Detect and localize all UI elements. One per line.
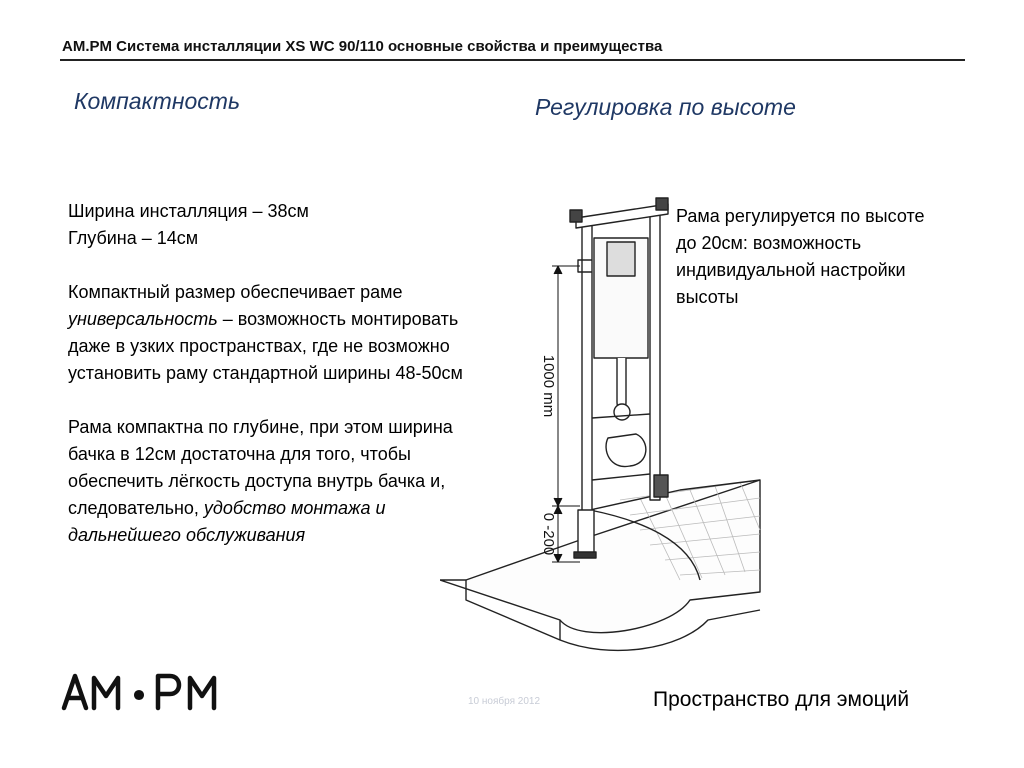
ampm-logo [60, 668, 230, 716]
adjust-dimension-label: 0 -200 [540, 512, 557, 556]
height-adjust-text: Рама регулируется по высоте до 20см: возможность индивидуальной настройки высоты [676, 206, 925, 307]
right-foot [654, 475, 668, 497]
slide-date: 10 ноября 2012 [468, 696, 541, 707]
depth-line: Глубина – 14см [68, 228, 199, 248]
header-divider [60, 59, 965, 61]
compactness-title: Компактность [74, 88, 241, 114]
depth-paragraph [68, 414, 488, 549]
universality-paragraph [68, 279, 488, 387]
frame-left-upright [582, 220, 592, 550]
compactness-text [68, 198, 488, 549]
universality-emphasis: универсальность [68, 309, 218, 329]
left-foot [578, 510, 594, 556]
universality-text-end: – возможность монтировать даже в узких пространствах, где не возможно установить раму стандартной ширины 48-50см [68, 309, 463, 383]
universality-text-start: Компактный размер обеспечивает раме [68, 282, 403, 302]
frame-right-upright [650, 210, 660, 500]
depth-text-start: Рама компактна по глубине, при этом ширина бачка в 12см достаточна для того, чтобы обеспечить лёгкость доступа внутрь бачка и, следовательно, [68, 417, 453, 518]
height-adjust-title: Регулировка по высоте [535, 94, 796, 120]
width-line: Ширина инсталляция – 38см [68, 201, 309, 221]
flush-pipe [617, 358, 626, 410]
height-dimension-label: 1000 mm [540, 354, 557, 418]
installation-frame-diagram [440, 180, 770, 660]
dimensions-paragraph [68, 198, 488, 252]
slide-header: AM.PM Система инсталляции XS WC 90/110 основные свойства и преимущества [62, 38, 663, 55]
maintenance-emphasis: удобство монтажа и дальнейшего обслуживания [68, 498, 386, 545]
drain-connector [606, 434, 646, 467]
brand-slogan: Пространство для эмоций [653, 688, 910, 711]
